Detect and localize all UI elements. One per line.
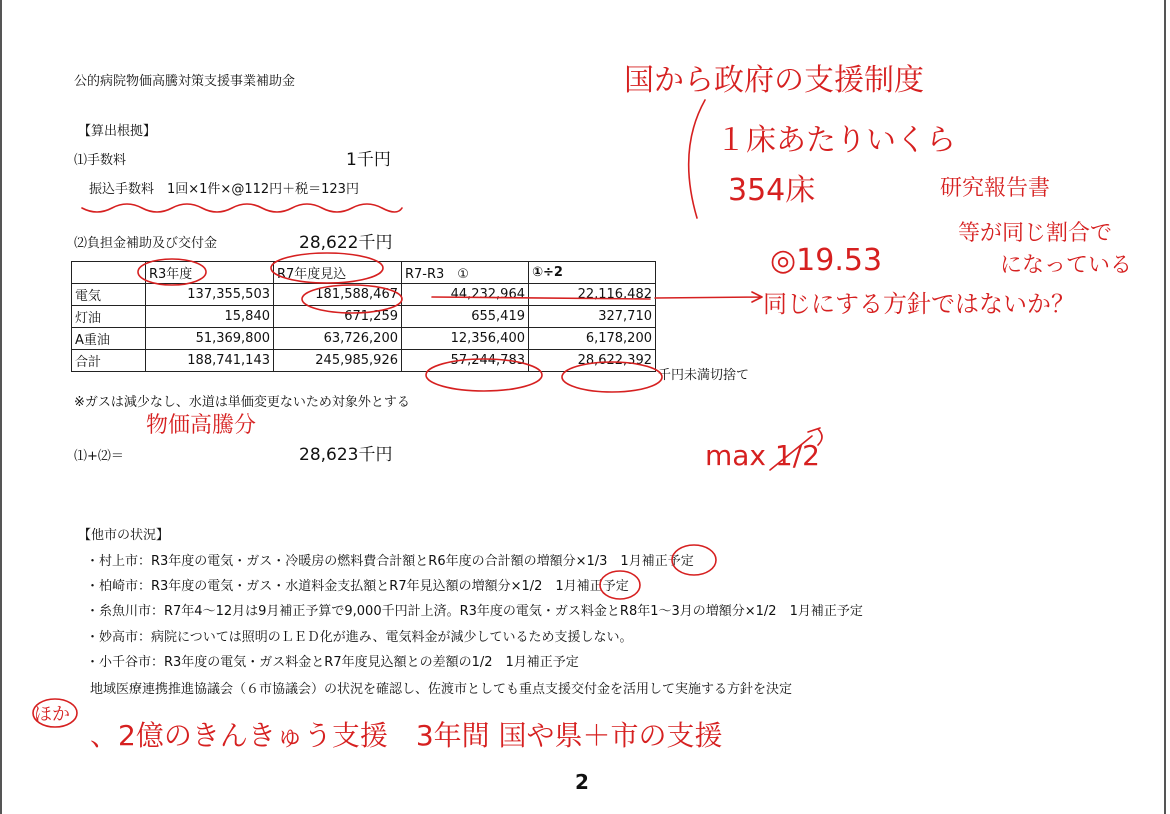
svg-text:１床あたりいくら: １床あたりいくら (716, 123, 956, 158)
svg-text:同じにする方針ではないか？: 同じにする方針ではないか？ (763, 290, 1075, 318)
table-total-row (72, 350, 656, 372)
fee-detail: 振込手数料 1回×1件×@112円＋税＝123円 (89, 182, 359, 197)
row-label: 灯油 (72, 306, 146, 328)
sum-label: ⑴+⑵＝ (74, 449, 124, 464)
header-cell: R7-R3 ① (402, 262, 529, 284)
header-cell: R7年度見込 (274, 262, 402, 284)
svg-text:研究報告書: 研究報告書 (940, 176, 1051, 201)
other-city-item: ・柏崎市：R3年度の電気・ガス・水道料金支払額とR7年見込額の増額分×1/2 1月補正予定 (86, 579, 629, 594)
page-number: 2 (575, 770, 589, 794)
table-row (72, 328, 656, 350)
other-city-item: ・小千谷市：R3年度の電気・ガス料金とR7年度見込額との差額の1/2 1月補正予定 (86, 655, 579, 670)
svg-text:max 1/2: max 1/2 (705, 439, 820, 472)
svg-text:、2億のきんきゅう支援 3年間 国や県＋市の支援: 、2億のきんきゅう支援 3年間 国や県＋市の支援 (90, 719, 723, 752)
section-basis-heading: 【算出根拠】 (78, 124, 157, 139)
document-title: 公的病院物価高騰対策支援事業補助金 (74, 74, 296, 89)
other-city-item: ・糸魚川市：R7年4～12月は9月補正予算で9,000千円計上済。R3年度の電気・ガス料金とR8年1～3月の増額分×1/2 1月補正予定 (86, 604, 863, 619)
svg-text:等が同じ割合で: 等が同じ割合で (958, 221, 1113, 246)
table-header-row (72, 262, 656, 284)
svg-text:354床: 354床 (728, 173, 816, 208)
table-cell: 22,116,482 (529, 284, 656, 306)
row-label: A重油 (72, 328, 146, 350)
table-cell: 6,178,200 (529, 328, 656, 350)
calculation-table (71, 261, 656, 372)
row-label: 電気 (72, 284, 146, 306)
other-city-item: ・村上市：R3年度の電気・ガス・冷暖房の燃料費合計額とR6年度の合計額の増額分×1/3 1月補正予定 (86, 554, 694, 569)
svg-text:になっている: になっている (1000, 253, 1133, 278)
table-cell: 15,840 (146, 306, 274, 328)
table-cell: 188,741,143 (146, 350, 274, 372)
table-cell: 12,356,400 (402, 328, 529, 350)
svg-text:物価高騰分: 物価高騰分 (146, 413, 257, 438)
svg-text:国から政府の支援制度: 国から政府の支援制度 (624, 63, 924, 98)
sum-value: 28,623千円 (299, 445, 393, 465)
other-city-item: ・妙高市：病院については照明のＬＥＤ化が進み、電気料金が減少しているため支援しない。 (86, 630, 633, 645)
svg-text:ほか: ほか (34, 704, 70, 725)
table-cell: 63,726,200 (274, 328, 402, 350)
section-others-heading: 【他市の状況】 (78, 528, 170, 543)
table-cell: 245,985,926 (274, 350, 402, 372)
table-cell: 51,369,800 (146, 328, 274, 350)
table-cell: 181,588,467 (274, 284, 402, 306)
regional-council-note: 地域医療連携推進協議会（６市協議会）の状況を確認し、佐渡市としても重点支援交付金を活用して実施する方針を決定 (90, 682, 793, 697)
table-cell: 671,259 (274, 306, 402, 328)
table-cell: 137,355,503 (146, 284, 274, 306)
table-row (72, 284, 656, 306)
header-cell (72, 262, 146, 284)
table-cell: 28,622,392 (529, 350, 656, 372)
burden-value: 28,622千円 (299, 233, 393, 253)
burden-label: ⑵負担金補助及び交付金 (74, 236, 218, 251)
header-cell: ①÷2 (529, 262, 656, 284)
fee-label: ⑴手数料 (74, 153, 127, 168)
table-cell: 57,244,783 (402, 350, 529, 372)
gas-water-note: ※ガスは減少なし、水道は単価変更ないため対象外とする (74, 395, 410, 410)
row-label: 合計 (72, 350, 146, 372)
table-cell: 655,419 (402, 306, 529, 328)
table-row (72, 306, 656, 328)
fee-value: 1千円 (346, 150, 391, 170)
table-cell: 44,232,964 (402, 284, 529, 306)
header-cell: R3年度 (146, 262, 274, 284)
svg-text:◎19.53: ◎19.53 (770, 243, 883, 278)
table-cell: 327,710 (529, 306, 656, 328)
total-rounding-note: 千円未満切捨て (658, 368, 750, 383)
